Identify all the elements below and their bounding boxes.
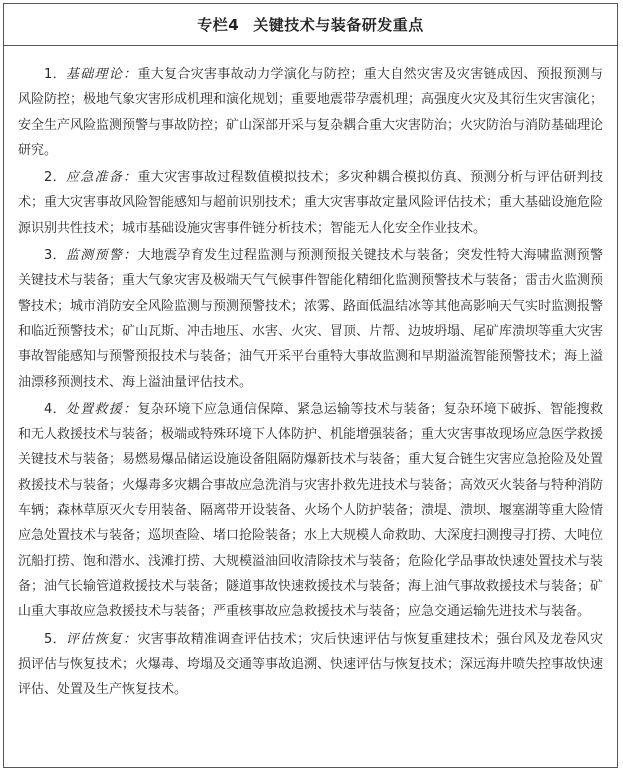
section-number: 1．	[44, 67, 66, 82]
section-emergency-preparation	[18, 165, 603, 241]
section-text: 重大复合灾害事故动力学演化与防控；重大自然灾害及灾害链成因、预报预测与风险防控；极地气象灾害形成机理和演化规划；重要地震带孕震机理；高强度火灾及其衍生灾害演化；安全生产风险监测预警与事故防控；矿山深部开采与复杂耦合重大灾害防治；火灾防治与消防基础理论研究。	[18, 67, 604, 158]
section-keyword: 监测预警：	[65, 248, 138, 264]
feature-box	[3, 3, 618, 768]
section-monitoring-warning	[18, 243, 603, 395]
section-number: 2．	[44, 170, 66, 186]
box-title-label: 专栏4	[197, 16, 240, 34]
section-number: 4．	[44, 401, 66, 417]
section-assessment-recovery	[18, 627, 603, 703]
section-text: 大地震孕育发生过程监测与预测预报关键技术与装备；突发性特大海啸监测预警关键技术与装备；重大气象灾害及极端天气气候事件智能化精细化监测预警技术与装备；雷击火监测预警技术；城市消防安全风险监测与预测预警技术；浓雾、路面低温结冰等其他高影响天气实时监测报警和临近预警技术；矿山瓦斯、冲击地压、水害、火灾、冒顶、片帮、边坡坍塌、尾矿库溃坝等重大灾害事故智能感知与预警预报技术与装备；油气开采平台重特大事故监测和早期溢流智能预警技术；海上溢油漂移预测技术、海上溢油量评估技术。	[18, 248, 604, 390]
section-text: 重大灾害事故过程数值模拟技术；多灾种耦合模拟仿真、预测分析与评估研判技术；重大灾害事故风险智能感知与超前识别技术；重大灾害事故定量风险评估技术；重大基础设施危险源识别共性技术；城市基础设施灾害事件链分析技术；智能无人化安全作业技术。	[18, 170, 604, 236]
section-keyword: 应急准备：	[65, 170, 138, 186]
section-text: 灾害事故精准调查评估技术；灾后快速评估与恢复重建技术；强台风及龙卷风灾损评估与恢复技术；火爆毒、垮塌及交通等事故追溯、快速评估与恢复技术；深远海井喷失控事故快速评估、处置及生产恢复技术。	[18, 631, 604, 698]
box-title-text: 关键技术与装备研发重点	[253, 16, 424, 34]
box-body	[4, 46, 617, 702]
section-number: 5．	[44, 631, 66, 647]
box-title	[4, 4, 617, 46]
section-text: 复杂环境下应急通信保障、紧急运输等技术与装备；复杂环境下破拆、智能搜救和无人救援技术与装备；极端或特殊环境下人体防护、机能增强装备；重大灾害事故现场应急医学救援关键技术与装备；易燃易爆品储运设施设备阻隔防爆新技术与装备；重大复合链生灾害应急抢险及处置救援技术与装备；火爆毒多灾耦合事故应急洗消与灾害扑救先进技术与装备；高效灭火装备与特种消防车辆；森林草原灭火专用装备、隔离带开设装备、火场个人防护装备；溃堤、溃坝、堰塞湖等重大险情应急处置技术与装备；巡坝查险、堵口抢险装备；水上大规模人命救助、大深度扫测搜寻打捞、大吨位沉船打捞、饱和潜水、浅滩打捞、大规模溢油回收清除技术与装备；危险化学品事故快速处置技术与装备；油气长输管道救援技术与装备；隧道事故快速救援技术与装备；海上油气事故救援技术与装备；矿山重大事故应急救援技术与装备；严重核事故应急救援技术与装备；应急交通运输先进技术与装备。	[18, 401, 604, 620]
section-basic-theory	[18, 62, 603, 163]
section-keyword: 评估恢复：	[65, 631, 138, 647]
section-response-rescue	[18, 397, 603, 625]
section-number: 3．	[44, 248, 66, 264]
section-keyword: 处置救援：	[65, 401, 138, 417]
section-keyword: 基础理论：	[65, 67, 138, 82]
